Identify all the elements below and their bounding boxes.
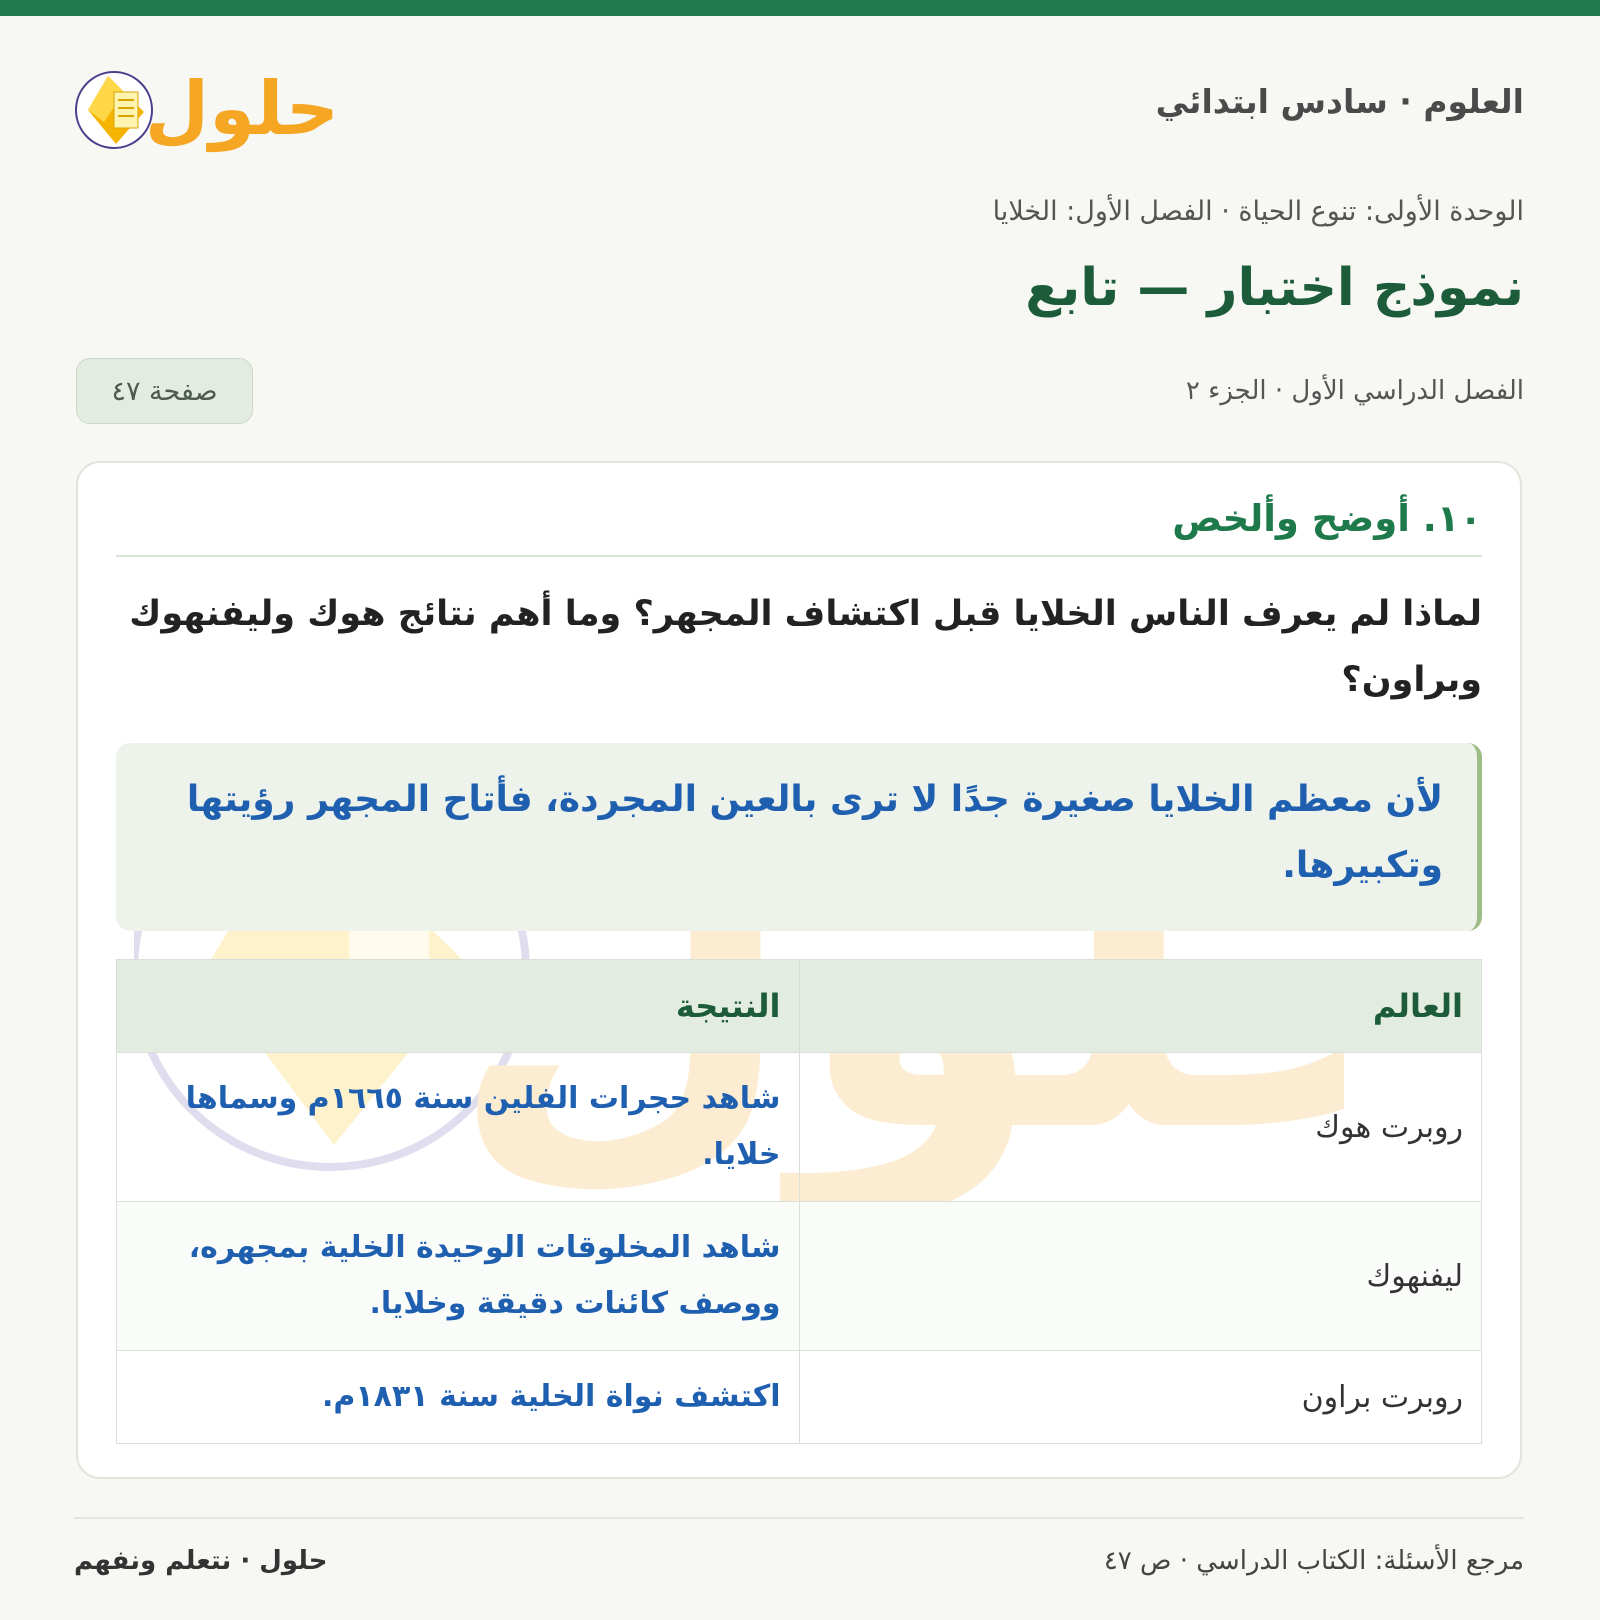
section-title: ١٠. أوضح وألخص <box>116 497 1482 557</box>
table-row <box>117 1053 1482 1202</box>
hulul-logo <box>74 52 344 162</box>
table-row <box>117 1351 1482 1444</box>
breadcrumb: الوحدة الأولى: تنوع الحياة · الفصل الأول: الخلايا <box>992 196 1524 227</box>
result-cell: شاهد حجرات الفلين سنة ١٦٦٥م وسماها خلايا. <box>117 1053 800 1202</box>
question-card <box>76 461 1522 1479</box>
semester-label: الفصل الدراسي الأول · الجزء ٢ <box>1185 376 1524 406</box>
svg-text:حلول: حلول <box>144 66 340 152</box>
logo-icon <box>74 52 344 162</box>
question-text: لماذا لم يعرف الناس الخلايا قبل اكتشاف المجهر؟ وما أهم نتائج هوك وليفنهوك وبراون؟ <box>129 594 1482 700</box>
header-result: النتيجة <box>117 960 800 1053</box>
page-header <box>74 52 1524 162</box>
answer-text: لأن معظم الخلايا صغيرة جدًا لا ترى بالعين المجردة، فأتاح المجهر رؤيتها وتكبيرها. <box>186 779 1443 886</box>
results-table <box>116 959 1482 1444</box>
top-accent-bar <box>0 0 1600 16</box>
subject-title: العلوم · سادس ابتدائي <box>1155 82 1524 121</box>
table-header-row <box>117 960 1482 1053</box>
footer-divider <box>74 1517 1524 1519</box>
page-title: نموذج اختبار — تابع <box>1025 258 1524 318</box>
scientist-cell: ليفنهوك <box>799 1202 1482 1351</box>
header-scientist: العالم <box>799 960 1482 1053</box>
result-cell: اكتشف نواة الخلية سنة ١٨٣١م. <box>117 1351 800 1444</box>
result-cell: شاهد المخلوقات الوحيدة الخلية بمجهره، ووصف كائنات دقيقة وخلايا. <box>117 1202 800 1351</box>
footer-reference: مرجع الأسئلة: الكتاب الدراسي · ص ٤٧ <box>1103 1546 1524 1576</box>
page-number-badge: صفحة ٤٧ <box>76 358 253 424</box>
card-content <box>116 463 1482 1477</box>
answer-box <box>116 743 1482 931</box>
footer-brand: حلول · نتعلم ونفهم <box>74 1546 328 1576</box>
table-row <box>117 1202 1482 1351</box>
scientist-cell: روبرت براون <box>799 1351 1482 1444</box>
scientist-cell: روبرت هوك <box>799 1053 1482 1202</box>
